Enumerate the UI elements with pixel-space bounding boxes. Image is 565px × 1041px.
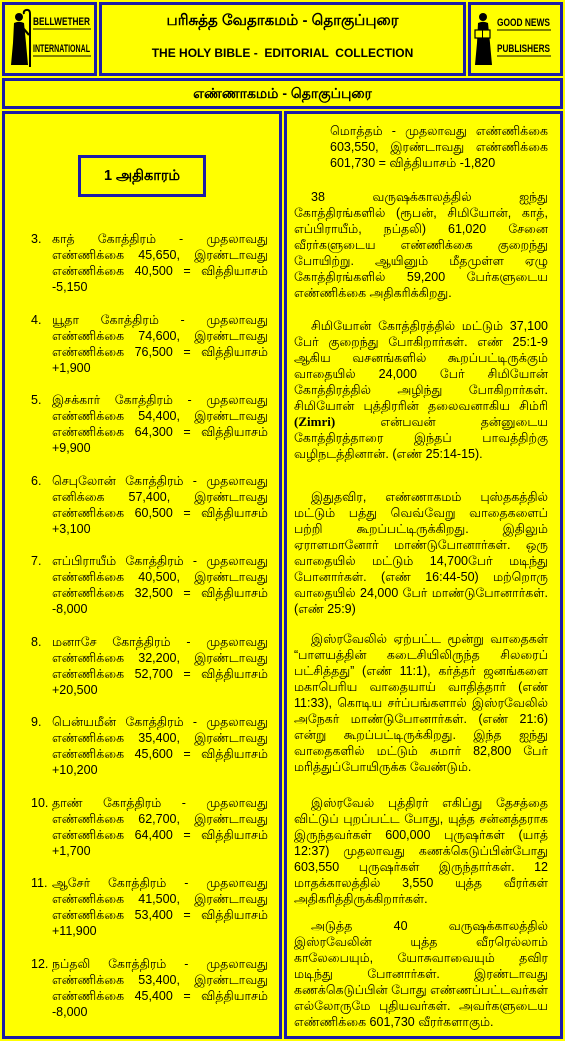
shepherd-figure-icon	[11, 10, 30, 67]
logo-text-international: INTERNATIONAL	[33, 43, 91, 55]
left-column	[2, 111, 282, 1039]
good-news-publishers-logo	[468, 2, 563, 76]
list-item-text: பென்யமீன் கோத்திரம் - முதலாவது எண்ணிக்கை 35,400, இரண்டாவது எண்ணிக்கை 45,600 = வித்தியாசம் +10,200	[52, 715, 268, 777]
tribe-count-list	[5, 231, 279, 1036]
list-item-number: 5.	[31, 393, 42, 407]
header-title-box	[99, 2, 466, 76]
list-item-number: 4.	[31, 312, 42, 327]
list-item	[5, 634, 279, 715]
section-title-band	[2, 78, 563, 109]
paragraph-simeon	[294, 318, 548, 484]
paragraph-new-generation: அடுத்த 40 வருஷக்காலத்தில் இஸ்ரவேலின் யுத்த வீரரெல்லாம் காலேபையும், யோசுவாவையும் தவிர மடிந்து போனார்கள். இரண்டாவது கணக்கெடுப்பின் போது எண்ணப்பட்டவர்கள் எல்லோருமே புதியவர்கள். அவர்களுடைய எண்ணிக்கை 601,730 வீரர்களாகும்.	[294, 919, 548, 1029]
logo-text-good-news: GOOD NEWS	[497, 17, 550, 29]
list-item-number: 12.	[31, 956, 49, 971]
list-item-text: நப்தலி கோத்திரம் - முதலாவது எண்ணிக்கை 53,400, இரண்டாவது எண்ணிக்கை 45,400 = வித்தியாசம் -8,000	[52, 956, 268, 1019]
bible-title-english: THE HOLY BIBLE - EDITORIAL COLLECTION	[151, 46, 414, 60]
bible-title-tamil: பரிசுத்த வேதாகமம் - தொகுப்புரை	[166, 12, 399, 29]
list-item-number: 11.	[31, 876, 48, 890]
list-item	[5, 312, 279, 393]
logo-text-bellwether: BELLWETHER	[33, 16, 91, 28]
paragraph-plagues: இதுதவிர, எண்ணாகமம் புஸ்தகத்தில் மட்டும் பத்து வெவ்வேறு வாதைகளைப் பற்றி கூறப்பட்டிருக்கிறது. இதிலும் ஏராளமானோர் மாண்டுபோனார்கள். ஒரு வாதையில் மட்டும் 14,700பேர் மடிந்து போனார்கள். (எண் 16:44-50) மற்றொரு வாதையில் 24,000 பேர் மாண்டுபோனார்கள். (எண் 25:9)	[294, 490, 548, 616]
list-item-text: ஆசேர் கோத்திரம் - முதலாவது எண்ணிக்கை 41,500, இரண்டாவது எண்ணிக்கை 53,400 = வித்தியாசம் +11,900	[52, 876, 268, 938]
paragraph-text: சிமியோன் கோத்திரத்தில் மட்டும் 37,100 பேர் குறைந்து போகிறார்கள். எண் 25:1-9 ஆகிய வசனங்களில் கூறப்பட்டிருக்கும் வாதையில் 24,000 பேர் சிமியோன் கோத்திரத்தில் அழிந்து போகிறார்கள். சிமியோன் புத்திரரின் தலைவனாகிய சிம்ரி	[294, 319, 548, 413]
good-news-logo-graphic	[471, 5, 560, 73]
paragraph-text: என்பவன் தன்னுடைய கோத்திரத்தாரை இந்தப் பாவத்திற்கு வழிநடத்தினான். (எண் 25:14-15).	[294, 415, 548, 461]
section-title: எண்ணாகமம் - தொகுப்புரை	[193, 85, 372, 101]
paragraph-three-plagues: இஸ்ரவேலில் ஏற்பட்ட மூன்று வாதைகள் “பாளயத்தின் கடைசியிலிருந்த சிலரைப் பட்சித்தது” (எண் 11:1), கர்த்தர் ஜனங்களை மகாபெரிய வாதையாய் வாதித்தார் (எண் 11:33), கொடிய சர்ப்பங்களால் இஸ்ரவேலில் அநேகர் மாண்டுபோனார்கள். (எண் 21:6) என்று கூறப்பட்டிருக்கிறது. இந்த ஐந்து வாதைகளில் மட்டும் சுமார் 82,800 பேர் மரித்துப்போயிருக்க வேண்டும்.	[294, 632, 548, 774]
list-item-text: யூதா கோத்திரம் - முதலாவது எண்ணிக்கை 74,600, இரண்டாவது எண்ணிக்கை 76,500 = வித்தியாசம் +1,900	[52, 312, 268, 375]
zimri-emphasis: (Zimri)	[294, 414, 336, 429]
paragraph-exodus-count: இஸ்ரவேல் புத்திரர் எகிப்து தேசத்தை விட்டுப் புறப்பட்ட போது, யுத்த சன்னத்தராக இருந்தவர்கள் 600,000 புருஷர்கள் (யாத் 12:37) முதலாவது கணக்கெடுப்பின்போது 603,550 புருஷர்கள் இருந்தார்கள். 12 மாதக்காலத்தில் 3,550 யுத்த வீரர்கள் அதிகரித்திருக்கிறார்கள்.	[294, 796, 548, 906]
list-item-number: 8.	[31, 634, 42, 649]
list-item-text: எப்பிராயீம் கோத்திரம் - முதலாவது எண்ணிக்கை 40,500, இரண்டாவது எண்ணிக்கை 32,500 = வித்தியாசம் -8,000	[52, 554, 268, 616]
list-item	[5, 392, 279, 473]
list-item-text: தாண் கோத்திரம் - முதலாவது எண்ணிக்கை 62,700, இரண்டாவது எண்ணிக்கை 64,400 = வித்தியாசம் +1,700	[52, 795, 268, 858]
list-item	[5, 875, 279, 956]
list-item-number: 10.	[31, 795, 49, 810]
list-item-text: செபுலோன் கோத்திரம் - முதலாவது எனிக்கை 57,400, இரண்டாவது எண்ணிக்கை 60,500 = வித்தியாசம் +3,100	[52, 473, 268, 536]
list-item-number: 7.	[31, 554, 42, 568]
list-item	[5, 231, 279, 312]
bellwether-international-logo	[2, 2, 97, 76]
list-item-text: மனாசே கோத்திரம் - முதலாவது எண்ணிக்கை 32,200, இரண்டாவது எண்ணிக்கை 52,700 = வித்தியாசம் +20,500	[52, 634, 268, 697]
bellwether-logo-graphic	[5, 5, 94, 73]
list-item-number: 3.	[31, 232, 42, 246]
paragraph-total: மொத்தம் - முதலாவது எண்ணிக்கை 603,550, இரண்டாவது எண்ணிக்கை 601,730 = வித்தியாசம் -1,820	[330, 124, 548, 170]
list-item	[5, 795, 279, 876]
list-item-text: இசக்கார் கோத்திரம் - முதலாவது எண்ணிக்கை 54,400, இரண்டாவது எண்ணிக்கை 64,300 = வித்தியாசம் +9,900	[52, 393, 268, 455]
list-item	[5, 553, 279, 634]
list-item	[5, 473, 279, 554]
list-item-number: 9.	[31, 715, 42, 729]
list-item-text: காத் கோத்திரம் - முதலாவது எண்ணிக்கை 45,650, இரண்டாவது எண்ணிக்கை 40,500 = வித்தியாசம் -5,150	[52, 232, 268, 294]
paragraph-decrease-summary: 38 வருஷக்காலத்தில் ஐந்து கோத்திரங்களில் (ரூபன், சிமியோன், காத், எப்பிராயீம், நப்தலி) 61,020 சேனை வீரர்களுடைய எண்ணிக்கை குறைந்து போயிற்று. ஆயினும் மீதமுள்ள ஏழு கோத்திரங்களில் 59,200 பேர்களுடைய எண்ணிக்கை அதிகரிக்கிறது.	[294, 190, 548, 300]
list-item	[5, 714, 279, 795]
chapter-heading: 1 அதிகாரம்	[78, 155, 206, 197]
list-item	[5, 956, 279, 1037]
list-item-number: 6.	[31, 473, 42, 488]
logo-text-publishers: PUBLISHERS	[497, 43, 550, 55]
right-column	[284, 111, 563, 1039]
person-with-book-icon	[475, 13, 492, 65]
